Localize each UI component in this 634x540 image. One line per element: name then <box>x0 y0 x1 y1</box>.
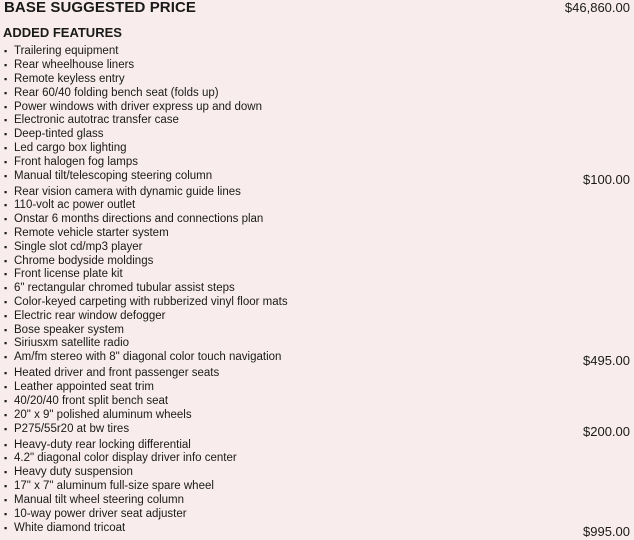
bullet-marker: ▪ <box>4 171 8 181</box>
bullet-marker: ▪ <box>4 440 8 450</box>
feature-label: Trailering equipment <box>14 45 119 57</box>
feature-label: 17" x 7" aluminum full-size spare wheel <box>14 480 214 492</box>
bullet-marker: ▪ <box>4 424 8 434</box>
bullet-marker: ▪ <box>4 88 8 98</box>
bullet-marker: ▪ <box>4 453 8 463</box>
feature-row <box>0 100 634 114</box>
feature-label: P275/55r20 at bw tires <box>14 423 130 435</box>
feature-price: $495.00 <box>583 353 630 368</box>
feature-label: Remote keyless entry <box>14 73 125 85</box>
feature-row <box>0 507 634 521</box>
feature-label: Rear wheelhouse liners <box>14 59 135 71</box>
feature-label: Electric rear window defogger <box>14 310 166 322</box>
feature-label: Heated driver and front passenger seats <box>14 367 220 379</box>
feature-row <box>0 44 634 58</box>
feature-row <box>0 254 634 268</box>
bullet-marker: ▪ <box>4 200 8 210</box>
feature-label: Rear 60/40 folding bench seat (folds up) <box>14 87 219 99</box>
feature-label: 10-way power driver seat adjuster <box>14 508 187 520</box>
bullet-marker: ▪ <box>4 46 8 56</box>
bullet-marker: ▪ <box>4 481 8 491</box>
feature-row <box>0 323 634 337</box>
feature-price: $100.00 <box>583 172 630 187</box>
bullet-marker: ▪ <box>4 242 8 252</box>
feature-row <box>0 309 634 323</box>
bullet-marker: ▪ <box>4 325 8 335</box>
feature-row <box>0 336 634 350</box>
feature-label: Manual tilt wheel steering column <box>14 494 185 506</box>
feature-label: Heavy-duty rear locking differential <box>14 439 191 451</box>
bullet-marker: ▪ <box>4 60 8 70</box>
feature-row <box>0 521 634 539</box>
bullet-marker: ▪ <box>4 382 8 392</box>
feature-label: Led cargo box lighting <box>14 142 127 154</box>
bullet-marker: ▪ <box>4 523 8 533</box>
added-features-title: ADDED FEATURES <box>3 25 122 40</box>
base-price-title: BASE SUGGESTED PRICE <box>4 0 197 16</box>
bullet-marker: ▪ <box>4 115 8 125</box>
feature-label: Power windows with driver express up and down <box>14 101 263 113</box>
bullet-marker: ▪ <box>4 214 8 224</box>
bullet-marker: ▪ <box>4 74 8 84</box>
feature-label: Leather appointed seat trim <box>14 381 155 393</box>
feature-label: Front license plate kit <box>14 268 123 280</box>
feature-row <box>0 438 634 452</box>
feature-row <box>0 72 634 86</box>
bullet-marker: ▪ <box>4 410 8 420</box>
feature-row <box>0 350 634 368</box>
feature-row <box>0 267 634 281</box>
feature-row <box>0 212 634 226</box>
feature-label: Electronic autotrac transfer case <box>14 114 179 126</box>
bullet-marker: ▪ <box>4 338 8 348</box>
feature-price: $200.00 <box>583 424 630 439</box>
feature-row <box>0 408 634 422</box>
bullet-marker: ▪ <box>4 157 8 167</box>
feature-label: Rear vision camera with dynamic guide lines <box>14 186 241 198</box>
feature-row <box>0 281 634 295</box>
feature-label: 20" x 9" polished aluminum wheels <box>14 409 192 421</box>
feature-row <box>0 240 634 254</box>
bullet-marker: ▪ <box>4 187 8 197</box>
bullet-marker: ▪ <box>4 102 8 112</box>
feature-label: Deep-tinted glass <box>14 128 104 140</box>
feature-label: Chrome bodyside moldings <box>14 255 154 267</box>
feature-row <box>0 295 634 309</box>
bullet-marker: ▪ <box>4 129 8 139</box>
bullet-marker: ▪ <box>4 269 8 279</box>
feature-label: White diamond tricoat <box>14 522 126 534</box>
feature-row <box>0 198 634 212</box>
feature-row <box>0 141 634 155</box>
base-price-row <box>0 0 634 18</box>
feature-label: Heavy duty suspension <box>14 466 133 478</box>
feature-row <box>0 155 634 169</box>
feature-row <box>0 185 634 199</box>
feature-row <box>0 58 634 72</box>
feature-label: Siriusxm satellite radio <box>14 337 130 349</box>
feature-row <box>0 394 634 408</box>
bullet-marker: ▪ <box>4 509 8 519</box>
feature-label: Remote vehicle starter system <box>14 227 169 239</box>
bullet-marker: ▪ <box>4 352 8 362</box>
feature-row <box>0 86 634 100</box>
feature-row <box>0 366 634 380</box>
feature-row <box>0 493 634 507</box>
feature-row <box>0 226 634 240</box>
bullet-marker: ▪ <box>4 283 8 293</box>
bullet-marker: ▪ <box>4 396 8 406</box>
bullet-marker: ▪ <box>4 297 8 307</box>
feature-label: Bose speaker system <box>14 324 124 336</box>
bullet-marker: ▪ <box>4 495 8 505</box>
feature-label: 6" rectangular chromed tubular assist steps <box>14 282 235 294</box>
feature-row <box>0 169 634 187</box>
feature-row <box>0 465 634 479</box>
feature-label: Color-keyed carpeting with rubberized vinyl floor mats <box>14 296 288 308</box>
bullet-marker: ▪ <box>4 311 8 321</box>
feature-label: Front halogen fog lamps <box>14 156 139 168</box>
feature-label: Manual tilt/telescoping steering column <box>14 170 213 182</box>
feature-row <box>0 422 634 439</box>
feature-row <box>0 113 634 127</box>
feature-price: $995.00 <box>583 524 630 539</box>
feature-row <box>0 451 634 465</box>
feature-label: 4.2" diagonal color display driver info center <box>14 452 237 464</box>
bullet-marker: ▪ <box>4 228 8 238</box>
bullet-marker: ▪ <box>4 368 8 378</box>
feature-label: 40/20/40 front split bench seat <box>14 395 169 407</box>
feature-row <box>0 479 634 493</box>
base-price-value: $46,860.00 <box>564 0 630 15</box>
feature-label: Single slot cd/mp3 player <box>14 241 143 253</box>
bullet-marker: ▪ <box>4 256 8 266</box>
feature-label: Onstar 6 months directions and connections plan <box>14 213 264 225</box>
feature-label: 110-volt ac power outlet <box>14 199 136 211</box>
bullet-marker: ▪ <box>4 143 8 153</box>
feature-row <box>0 127 634 141</box>
feature-label: Am/fm stereo with 8" diagonal color touch navigation <box>14 351 282 363</box>
bullet-marker: ▪ <box>4 467 8 477</box>
feature-row <box>0 380 634 394</box>
